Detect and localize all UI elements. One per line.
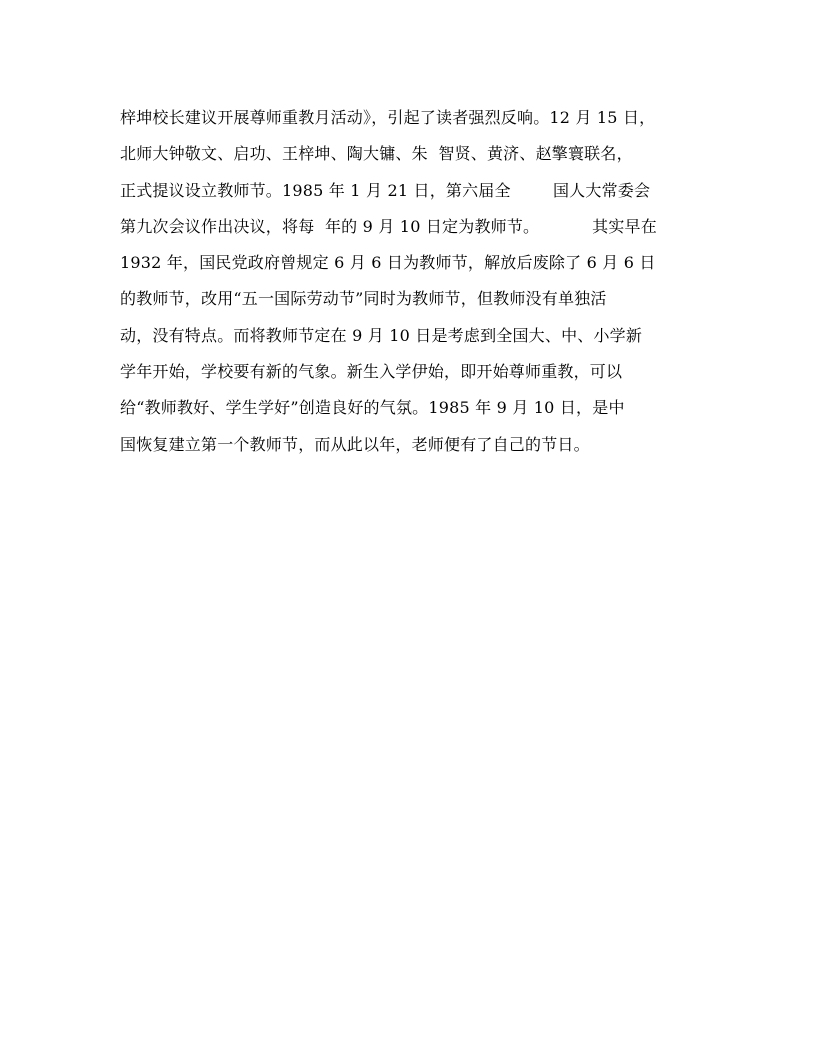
body-paragraph (120, 100, 720, 463)
text-line: 国恢复建立第一个教师节，而从此以年，老师便有了自己的节日。 (120, 434, 590, 454)
text-line: 正式提议设立教师节。1985 年 1 月 21 日，第六届全 国人大常委会 (120, 180, 651, 200)
text-line: 北师大钟敬文、启功、王梓坤、陶大镛、朱 智贤、黄济、赵擎寰联名， (120, 144, 633, 164)
text-line: 梓坤校长建议开展尊师重教月活动》，引起了读者强烈反响。12 月 15 日， (120, 108, 656, 127)
text-line: 动，没有特点。而将教师节定在 9 月 10 日是考虑到全国大、中、小学新 (120, 325, 643, 345)
text-line: 学年开始，学校要有新的气象。新生入学伊始，即开始尊师重教，可以 (120, 362, 623, 382)
text-line: 给“教师教好、学生学好”创造良好的气氛。1985 年 9 月 10 日，是中 (120, 398, 625, 418)
text-line: 1932 年，国民党政府曾规定 6 月 6 日为教师节，解放后废除了 6 月 6 日 (120, 253, 656, 273)
text-line: 第九次会议作出决议，将每 年的 9 月 10 日定为教师节。 其实早在 (120, 216, 657, 236)
text-line: 的教师节，改用“五一国际劳动节”同时为教师节，但教师没有单独活 (120, 289, 607, 309)
